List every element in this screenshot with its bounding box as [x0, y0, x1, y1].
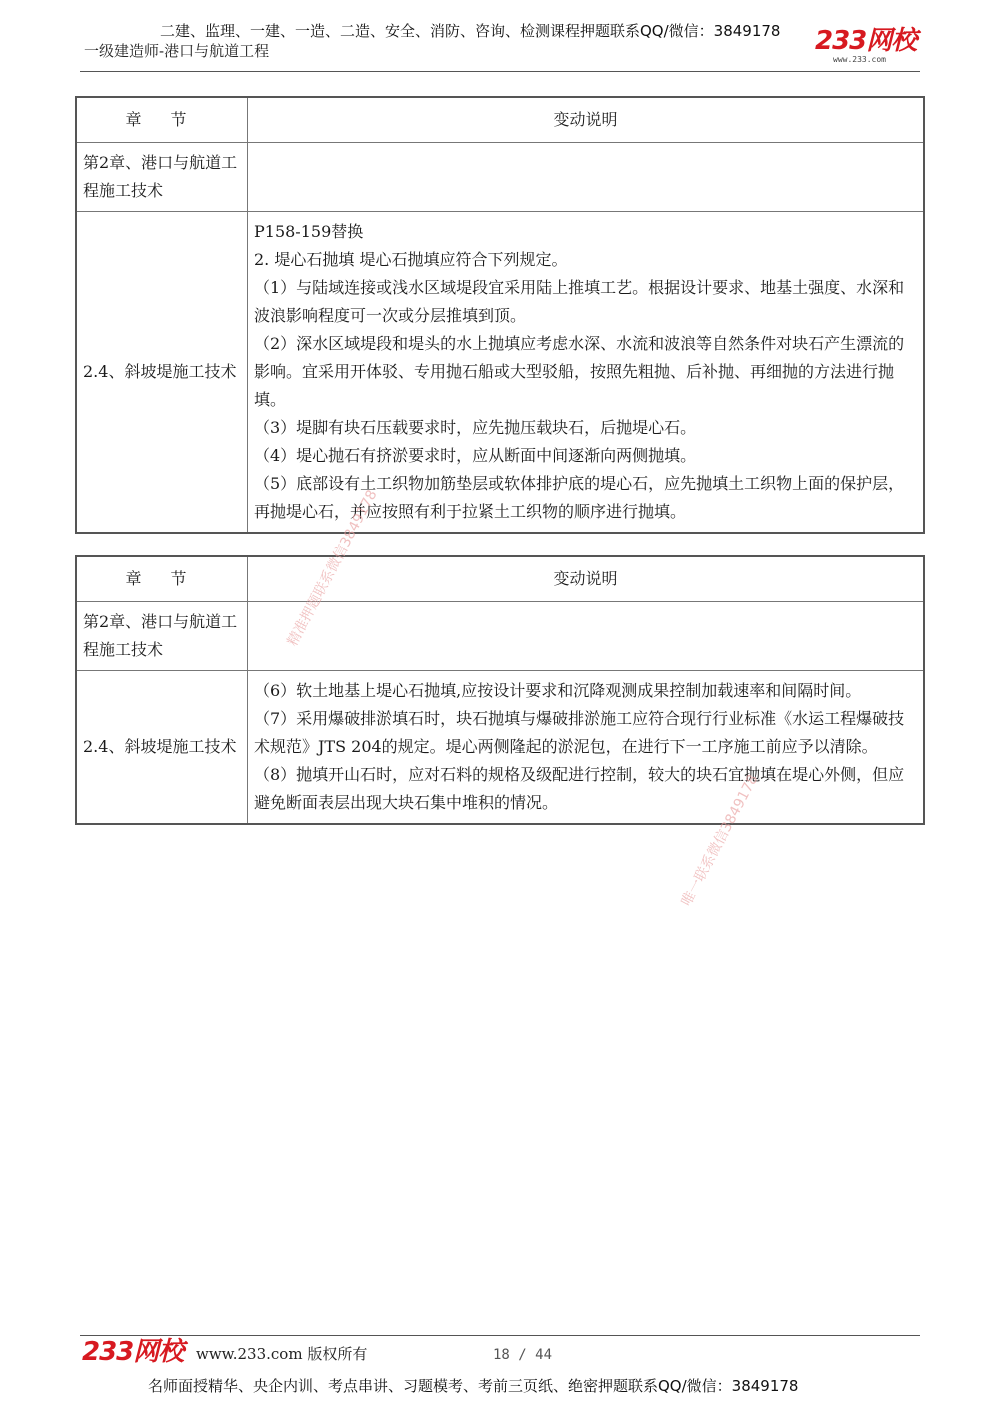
section-cell: 2.4、斜坡堤施工技术 — [76, 671, 248, 825]
table-header-row — [76, 556, 924, 602]
document-subtitle: 一级建造师-港口与航道工程 — [84, 42, 270, 60]
footer-logo — [82, 1338, 183, 1366]
change-description-cell — [248, 212, 925, 534]
chapter-cell: 第2章、港口与航道工程施工技术 — [76, 143, 248, 212]
change-line: （2）深水区域堤段和堤头的水上抛填应考虑水深、水流和波浪等自然条件对块石产生漂流的影响。宜采用开体驳、专用抛石船或大型驳船，按照先粗抛、后补抛、再细抛的方法进行抛填。 — [254, 334, 905, 409]
table-row — [76, 671, 924, 825]
chapter-cell: 第2章、港口与航道工程施工技术 — [76, 602, 248, 671]
column-header-change: 变动说明 — [248, 556, 925, 602]
footer-contact-banner: 名师面授精华、央企内训、考点串讲、习题模考、考前三页纸、绝密押题联系QQ/微信：3849178 — [148, 1377, 799, 1395]
watermark-text: 精准押题联系微信3849178 — [284, 487, 381, 649]
change-line: P158-159替换 — [254, 222, 364, 241]
brand-logo-url: www.233.com — [833, 55, 886, 64]
header-divider — [80, 71, 920, 72]
table-row — [76, 602, 924, 671]
column-header-section: 章 节 — [76, 97, 248, 143]
change-line: （1）与陆域连接或浅水区域堤段宜采用陆上推填工艺。根据设计要求、地基土强度、水深和波浪影响程度可一次或分层推填到顶。 — [254, 278, 905, 325]
change-line: （3）堤脚有块石压载要求时，应先抛压载块石，后抛堤心石。 — [254, 418, 697, 437]
section-cell: 2.4、斜坡堤施工技术 — [76, 212, 248, 534]
change-line: （8）抛填开山石时，应对石料的规格及级配进行控制，较大的块石宜抛填在堤心外侧，但应避免断面表层出现大块石集中堆积的情况。 — [254, 765, 905, 812]
page-number: 18 / 44 — [493, 1347, 553, 1363]
change-line: （5）底部设有土工织物加筋垫层或软体排护底的堤心石，应先抛填土工织物上面的保护层，再抛堤心石，并应按照有利于拉紧土工织物的顺序进行抛填。 — [254, 474, 905, 521]
column-header-section: 章 节 — [76, 556, 248, 602]
chapter-empty-cell — [248, 143, 925, 212]
change-table-1 — [75, 96, 925, 534]
table-row — [76, 143, 924, 212]
change-line: （6）软土地基上堤心石抛填,应按设计要求和沉降观测成果控制加载速率和间隔时间。 — [254, 681, 862, 700]
watermark-text: 唯一联系微信3849178 — [678, 772, 762, 909]
column-header-change: 变动说明 — [248, 97, 925, 143]
table-row — [76, 212, 924, 534]
change-line: 2. 堤心石抛填 堤心石抛填应符合下列规定。 — [254, 250, 568, 269]
table-header-row — [76, 97, 924, 143]
change-description-cell — [248, 671, 925, 825]
change-line: （7）采用爆破排淤填石时，块石抛填与爆破排淤施工应符合现行行业标准《水运工程爆破技术规范》JTS 204的规定。堤心两侧隆起的淤泥包，在进行下一工序施工前应予以清除。 — [254, 709, 905, 756]
header-contact-banner: 二建、监理、一建、一造、二造、安全、消防、咨询、检测课程押题联系QQ/微信：3849178 — [160, 22, 781, 40]
change-line: （4）堤心抛石有挤淤要求时，应从断面中间逐渐向两侧抛填。 — [254, 446, 697, 465]
footer-copyright: www.233.com 版权所有 — [196, 1345, 368, 1363]
chapter-empty-cell — [248, 602, 925, 671]
brand-logo-text: 233网校 — [815, 26, 917, 56]
change-table-2 — [75, 555, 925, 825]
brand-logo — [815, 27, 925, 67]
footer-divider — [80, 1335, 920, 1336]
footer-logo-text: 233网校 — [82, 1337, 184, 1367]
